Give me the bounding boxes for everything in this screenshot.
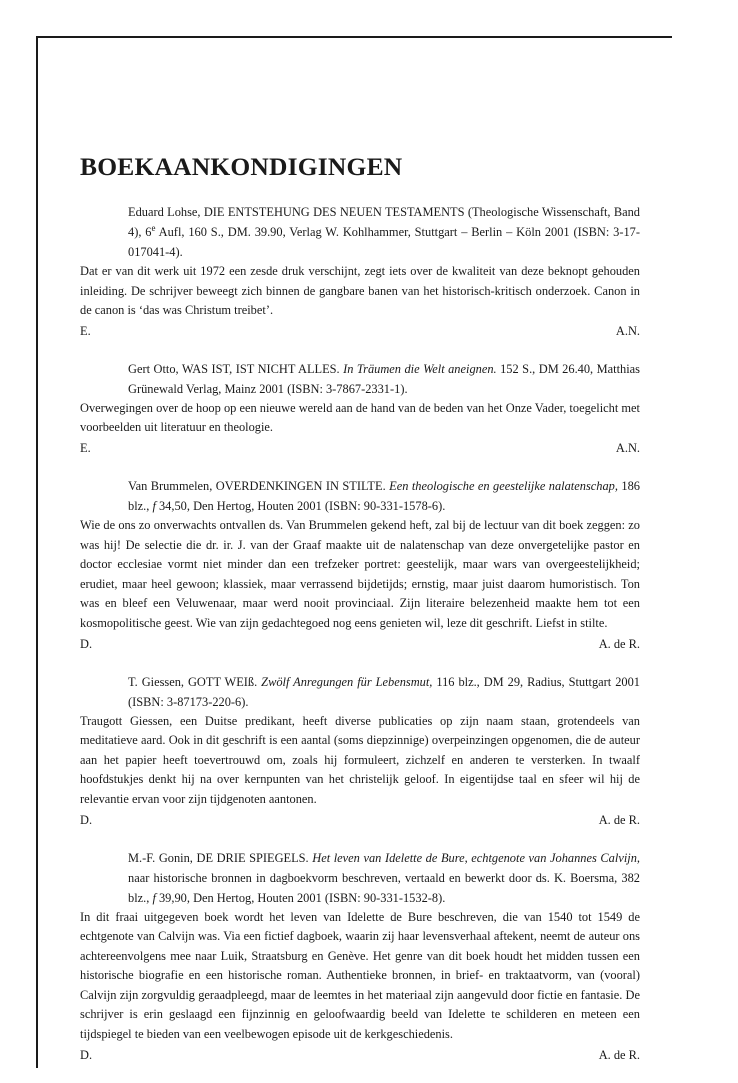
citation-text: 34,50, Den Hertog, Houten 2001 (ISBN: 90-331-1578-6). [155,498,446,513]
signature-left: E. [80,440,91,455]
citation-italic: Zwölf Anregungen für Lebensmut, [261,674,433,689]
signature-right: A. de R. [598,636,640,651]
signature-right: A. de R. [598,812,640,827]
citation-text: 116 blz., DM 29, Radius, Stuttgart 2001 (ISBN: 3-87173-220-6). [128,674,640,709]
review-citation [80,476,640,516]
citation-text: 152 S., DM 26.40, Matthias Grünewald Verlag, Mainz 2001 (ISBN: 3-7867-2331-1). [128,361,640,396]
review-van-brummelen [80,476,640,654]
review-body: Overwegingen over de hoop op een nieuwe wereld aan de hand van de beden van het Onze Vader, toegelicht met voorbeelden uit literatuur en theologie. [80,400,640,435]
review-body: Traugott Giessen, een Duitse predikant, heeft diverse publicaties op zijn naam staan, grotendeels van meditatieve aard. Ook in dit geschrift is een aantal (soms diepzinnige) overpeinzingen opgenomen, die de auteur aan het papier heeft toevertrouwd om, zoals hij formuleert, zichzelf en anderen te versterken. In twaalf hoofdstukjes denkt hij na over kernpunten van het christelijk geloof. In eigentijdse taal en sfeer wil hij de relevantie ervan voor zijn tijdgenoten aantonen. [80,713,640,806]
review-lohse [80,202,640,341]
citation-text: Aufl, 160 S., DM. 39.90, Verlag W. Kohlhammer, Stuttgart – Berlin – Köln 2001 (ISBN: 3-17-017041-4). [128,225,640,259]
signature-left: D. [80,636,93,651]
citation-text: M.-F. Gonin, DE DRIE SPIEGELS. [128,850,313,865]
review-signature [80,438,640,458]
page-content [80,152,640,1083]
citation-italic: Een theologische en geestelijke nalatenschap, [389,478,618,493]
citation-italic: Het leven van Idelette de Bure, echtgenote van Johannes Calvijn, [312,850,640,865]
review-otto [80,359,640,458]
review-gonin [80,848,640,1065]
page-left-border [36,36,38,1068]
review-signature [80,810,640,830]
citation-text: 39,90, Den Hertog, Houten 2001 (ISBN: 90-331-1532-8). [155,890,446,905]
review-body: Wie de ons zo onverwachts ontvallen ds. Van Brummelen gekend heft, zal bij de lectuur van dit boek zeggen: zo was hij! De selectie die dr. ir. J. van der Graaf maakte uit de nalatenschap van deze onvergetelijke pastor en doctor ecclesiae vormt niet minder dan een trefzeker portret: geestelijk, maar wars van overgeestelijkheid; erudiet, maar heel gewoon; klassiek, maar verrassend bijdetijds; ernstig, maar juist daarom humoristisch. Ton was en bleef een Veluwenaar, maar werd nooit provinciaal. Zijn literaire belezenheid maakte hem tot een kosmopolitische geest. Wie van zijn gedachtegoed nog eens genieten wil, leze dit geschrift. Liefst in stilte. [80,517,640,630]
review-body: In dit fraai uitgegeven boek wordt het leven van Idelette de Bure beschreven, die van 1540 tot 1549 de echtgenote van Calvijn was. Via een fictief dagboek, waarin zij haar levensverhaal aftekent, neemt de auteur ons achtereenvolgens mee naar Luik, Straatsburg en Genève. Het genre van dit boek houdt het midden tussen een historische biografie en een historische roman. Authentieke bronnen, in brief- en traktaatvorm, van (vooral) Calvijn zijn zorgvuldig geraadpleegd, maar de leemtes in het materiaal zijn aangevuld door fictie en fantasie. De schrijver is erin geslaagd een fijnzinnig en geloofwaardig beeld van Idelette te schilderen en meteen een tijdspiegel te bieden van een veelbewogen episode uit de kerkgeschiedenis. [80,909,640,1042]
review-signature [80,1045,640,1065]
page-title: BOEKAANKONDIGINGEN [80,152,403,181]
citation-text: Gert Otto, WAS IST, IST NICHT ALLES. [128,361,344,376]
citation-text: naar historische bronnen in dagboekvorm beschreven, vertaald en bewerkt door ds. K. Boersma, 382 blz., [128,870,640,905]
signature-right: A.N. [615,323,640,338]
signature-left: D. [80,812,93,827]
review-citation [80,848,640,908]
citation-text: T. Giessen, GOTT WEIß. [128,674,262,689]
citation-italic: f [152,498,156,513]
signature-right: A.N. [615,440,640,455]
signature-right: A. de R. [598,1047,640,1062]
citation-italic: In Träumen die Welt aneignen. [343,361,497,376]
signature-left: D. [80,1047,93,1062]
citation-text: 186 blz., [128,478,641,513]
signature-left: E. [80,323,91,338]
page-top-border [36,36,672,38]
review-citation [80,202,640,262]
review-signature [80,321,640,341]
citation-italic: f [152,890,156,905]
review-giessen [80,672,640,830]
review-citation [80,672,640,712]
citation-text: Van Brummelen, OVERDENKINGEN IN STILTE. [128,478,390,493]
review-signature [80,634,640,654]
review-citation [80,359,640,399]
review-body: Dat er van dit werk uit 1972 een zesde druk verschijnt, zegt iets over de kwaliteit van deze beknopt gehouden inleiding. De schrijver beweegt zich binnen de gangbare banen van het historisch-kritisch onderzoek. Canon in de canon is ‘das was Christum treibet’. [80,264,640,318]
citation-text: Eduard Lohse, DIE ENTSTEHUNG DES NEUEN TESTAMENTS (Theologische Wissenschaft, Band 4), 6 [128,205,640,239]
citation-superscript: e [151,222,156,233]
